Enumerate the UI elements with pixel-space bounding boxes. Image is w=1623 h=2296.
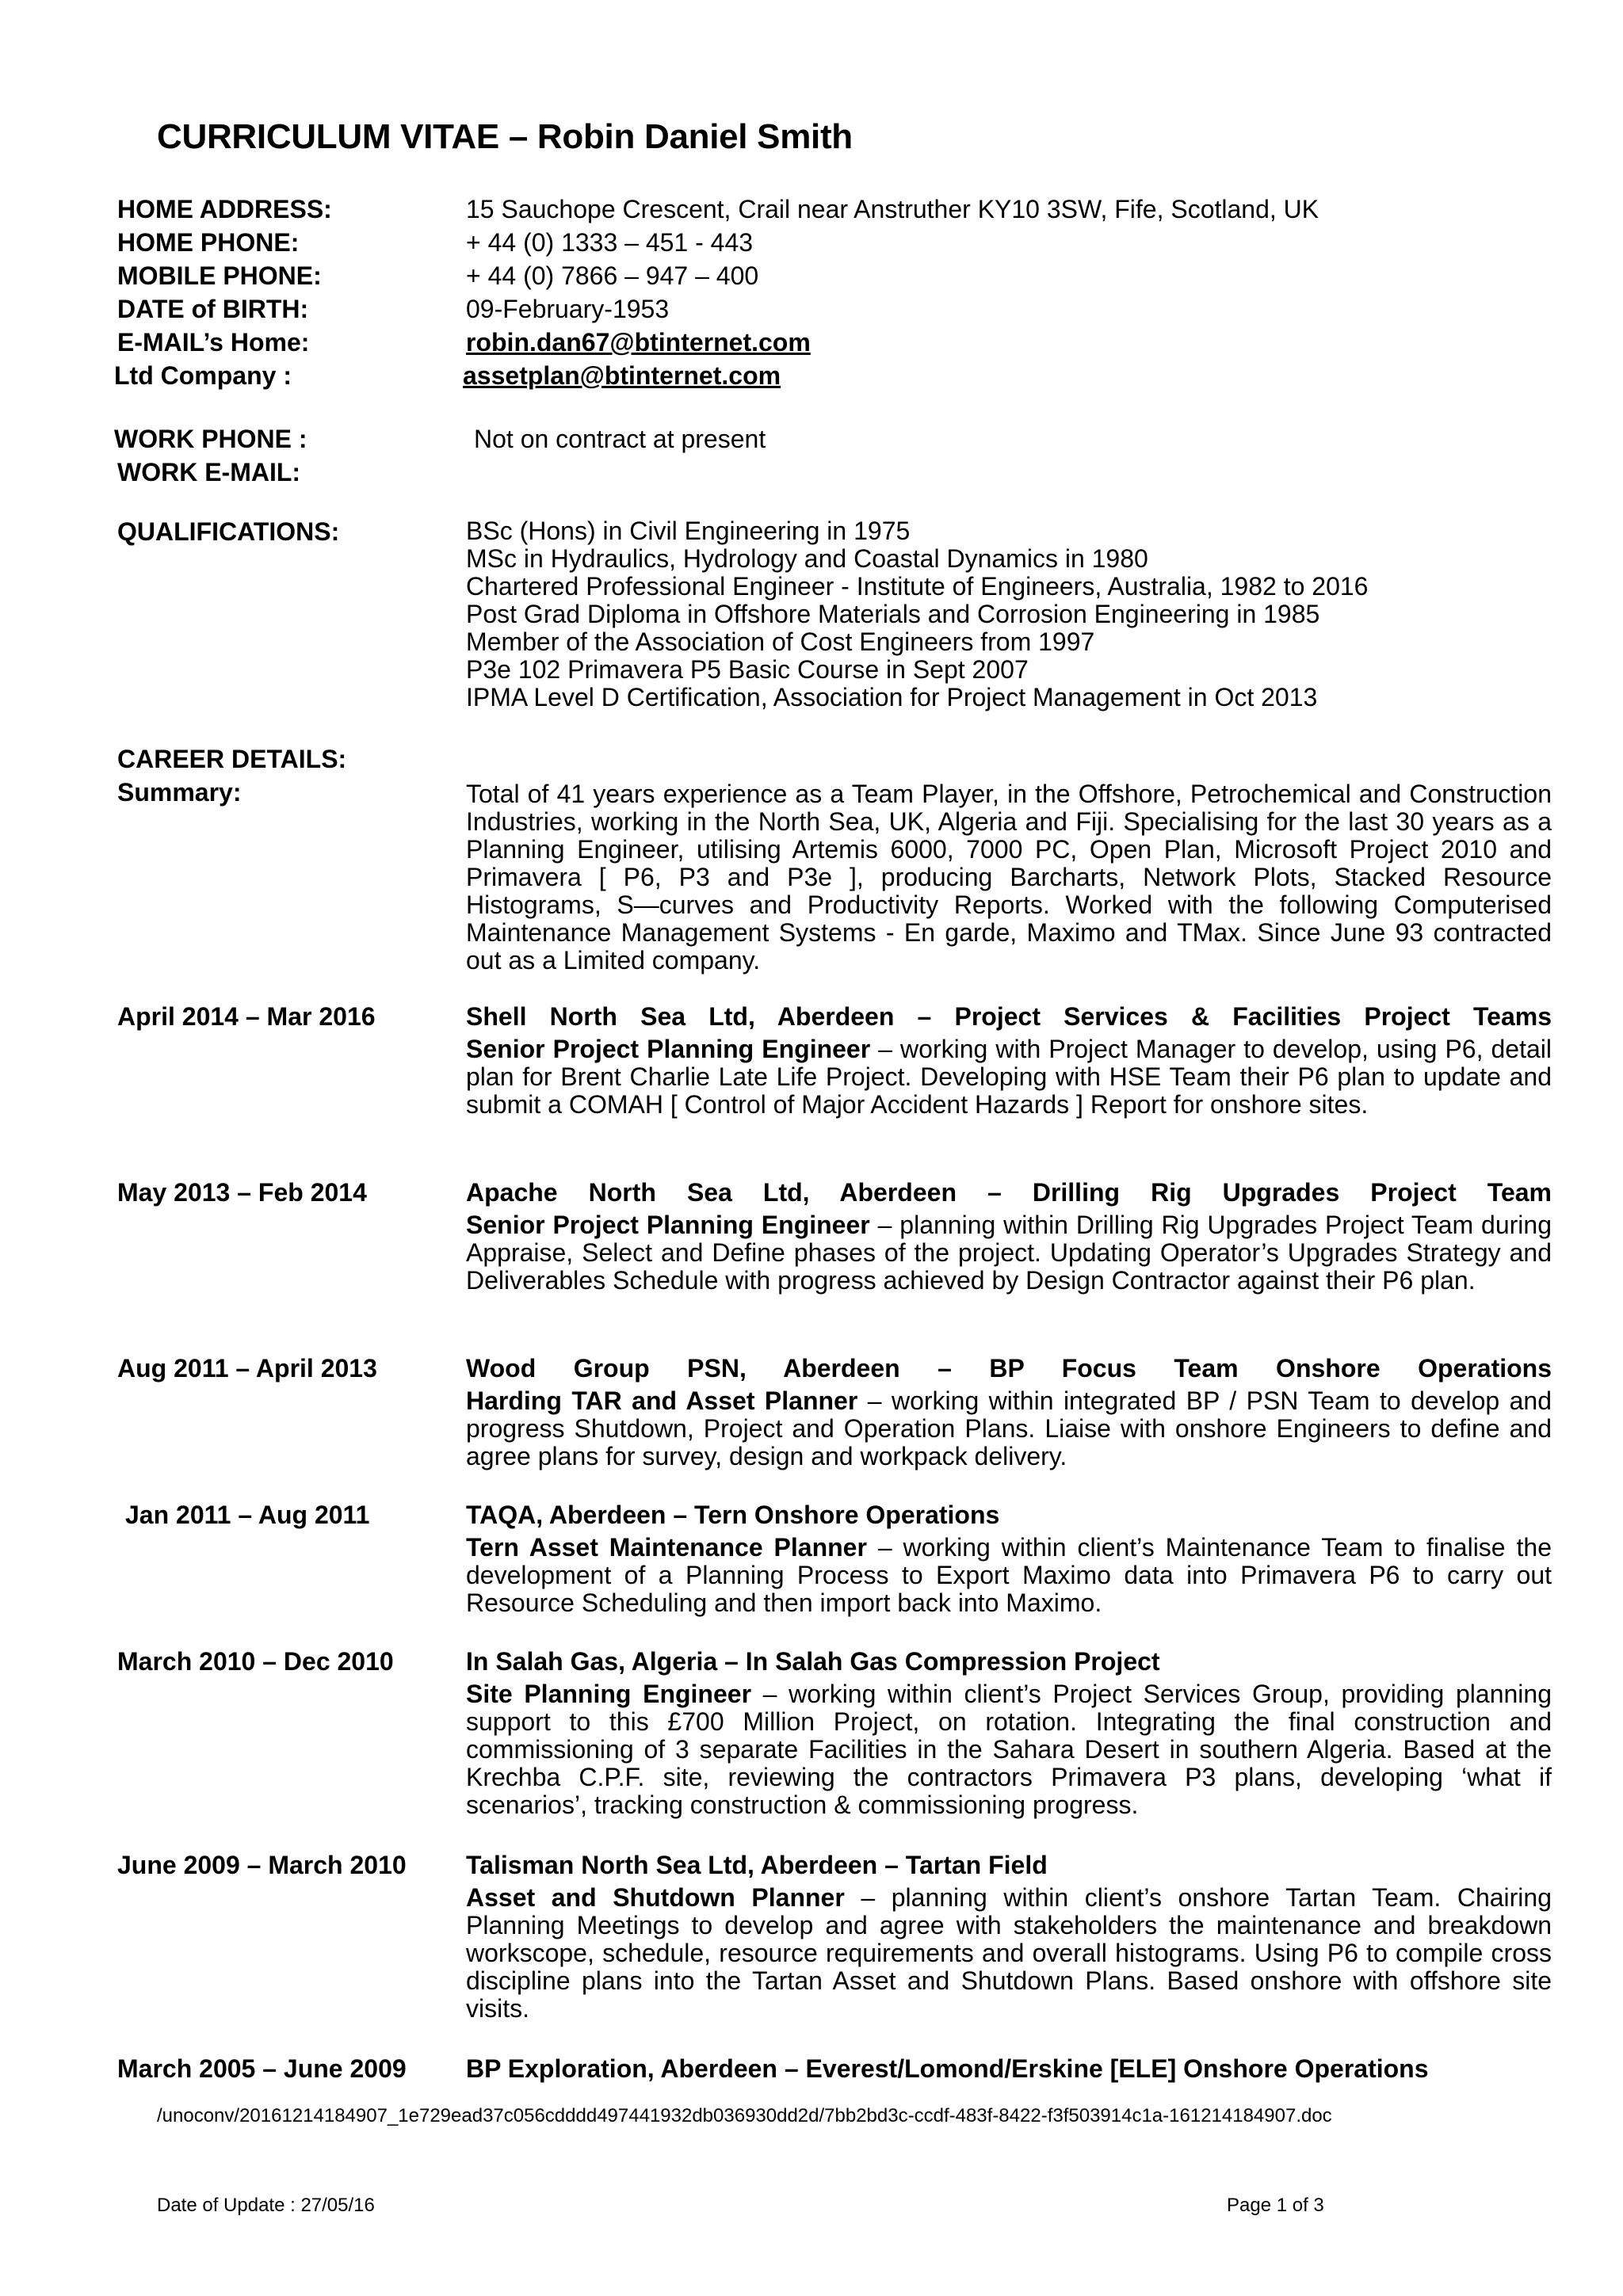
qualification-item: P3e 102 Primavera P5 Basic Course in Sept 2007 [466, 655, 1029, 684]
job-description [466, 1680, 1552, 1819]
job-employer: Wood Group PSN, Aberdeen – BP Focus Team Onshore Operations [466, 1354, 1552, 1383]
job-dates: Aug 2011 – April 2013 [117, 1354, 377, 1383]
email-home-link[interactable]: robin.dan67@btinternet.com [466, 328, 811, 357]
qualification-item: Member of the Association of Cost Engineers from 1997 [466, 627, 1095, 656]
job-employer: TAQA, Aberdeen – Tern Onshore Operations [466, 1501, 1000, 1529]
job-role: Senior Project Planning Engineer [466, 1211, 870, 1239]
home-phone: + 44 (0) 1333 – 451 - 443 [466, 228, 754, 257]
summary-label: Summary: [117, 778, 242, 807]
qualifications-list [466, 517, 1552, 711]
work-phone: Not on contract at present [474, 425, 766, 453]
job-dates: June 2009 – March 2010 [117, 1851, 407, 1879]
career-summary: Total of 41 years experience as a Team Player, in the Offshore, Petrochemical and Construction Industries, working in the North Sea, UK, Algeria and Fiji. Specialising for the last 30 years as a Planning Engineer, utilising Artemis 6000, 7000 PC, Open Plan, Microsoft Project 2010 and Primavera [ P6, P3 and P3e ], producing Barcharts, Network Plots, Stacked Resource Histograms, S—curves and Productivity Reports. Worked with the following Computerised Maintenance Management Systems - En garde, Maximo and TMax. Since June 93 contracted out as a Limited company. [466, 780, 1552, 974]
mobile-phone-label: MOBILE PHONE: [117, 261, 322, 290]
qualification-item: Post Grad Diploma in Offshore Materials and Corrosion Engineering in 1985 [466, 600, 1320, 628]
job-role: Senior Project Planning Engineer [466, 1035, 871, 1063]
job-desc-text: – working within integrated BP / PSN Team to develop and progress Shutdown, Project and Operation Plans. Liaise with onshore Engineers to define and agree plans for survey, design and workpack delivery. [466, 1386, 1552, 1470]
home-address: 15 Sauchope Crescent, Crail near Anstruther KY10 3SW, Fife, Scotland, UK [466, 195, 1319, 223]
job-dates: April 2014 – Mar 2016 [117, 1002, 376, 1031]
home-phone-label: HOME PHONE: [117, 228, 300, 257]
job-description [466, 1534, 1552, 1617]
job-description [466, 1035, 1552, 1119]
job-desc-text: – working within client’s Maintenance Team to finalise the development of a Planning Process to Export Maximo data into Primavera P6 to carry out Resource Scheduling and then import back into Maximo. [466, 1533, 1552, 1617]
mobile-phone: + 44 (0) 7866 – 947 – 400 [466, 261, 759, 290]
job-description [466, 1387, 1552, 1470]
job-employer: In Salah Gas, Algeria – In Salah Gas Compression Project [466, 1647, 1160, 1676]
job-dates: Jan 2011 – Aug 2011 [125, 1501, 370, 1529]
dob: 09-February-1953 [466, 295, 670, 323]
career-details-label: CAREER DETAILS: [117, 745, 347, 773]
document-path: /unoconv/20161214184907_1e729ead37c056cdddd497441932db036930dd2d/7bb2bd3c-ccdf-483f-8422-f3f503914c1a-161214184907.doc [157, 2105, 1332, 2126]
work-email-label: WORK E-MAIL: [117, 458, 301, 486]
job-dates: March 2010 – Dec 2010 [117, 1647, 394, 1676]
qualification-item: BSc (Hons) in Civil Engineering in 1975 [466, 517, 911, 545]
job-desc-text: – working with Project Manager to develop, using P6, detail plan for Brent Charlie Late Life Project. Developing with HSE Team their P6 plan to update and submit a COMAH [ Control of Major Accident Hazards ] Report for onshore sites. [466, 1035, 1552, 1119]
job-description [466, 1211, 1552, 1295]
ltd-company-email-link[interactable]: assetplan@btinternet.com [463, 361, 781, 390]
job-role: Asset and Shutdown Planner [466, 1883, 845, 1912]
job-employer: BP Exploration, Aberdeen – Everest/Lomond/Erskine [ELE] Onshore Operations [466, 2054, 1429, 2083]
job-role: Site Planning Engineer [466, 1680, 752, 1708]
ltd-company-label: Ltd Company : [114, 361, 292, 390]
job-dates: May 2013 – Feb 2014 [117, 1178, 367, 1207]
job-desc-text: – working within client’s Project Services Group, providing planning support to this £700 Million Project, on rotation. Integrating the final construction and commissioning of 3 separate Facilities in the Sahara Desert in southern Algeria. Based at the Krechba C.P.F. site, reviewing the contractors Primavera P3 plans, developing ‘what if scenarios’, tracking construction & commissioning progress. [466, 1680, 1552, 1819]
page-number: Page 1 of 3 [1227, 2195, 1324, 2216]
job-desc-text: – planning within Drilling Rig Upgrades Project Team during Appraise, Select and Define phases of the project. Updating Operator’s Upgrades Strategy and Deliverables Schedule with progress achieved by Design Contractor against their P6 plan. [466, 1211, 1552, 1295]
page-title: CURRICULUM VITAE – Robin Daniel Smith [157, 117, 853, 156]
job-employer: Shell North Sea Ltd, Aberdeen – Project Services & Facilities Project Teams [466, 1002, 1552, 1031]
job-role: Harding TAR and Asset Planner [466, 1386, 858, 1415]
job-employer: Apache North Sea Ltd, Aberdeen – Drilling Rig Upgrades Project Team [466, 1178, 1552, 1207]
update-date: Date of Update : 27/05/16 [157, 2195, 375, 2216]
job-employer: Talisman North Sea Ltd, Aberdeen – Tartan Field [466, 1851, 1048, 1879]
work-phone-label: WORK PHONE : [114, 425, 307, 453]
job-desc-text: – planning within client’s onshore Tartan Team. Chairing Planning Meetings to develop and agree with stakeholders the maintenance and breakdown workscope, schedule, resource requirements and overall histograms. Using P6 to compile cross discipline plans into the Tartan Asset and Shutdown Plans. Based onshore with offshore site visits. [466, 1883, 1552, 2023]
qualifications-label: QUALIFICATIONS: [117, 517, 340, 546]
qualification-item: IPMA Level D Certification, Association for Project Management in Oct 2013 [466, 683, 1318, 711]
dob-label: DATE of BIRTH: [117, 295, 309, 323]
qualification-item: Chartered Professional Engineer - Institute of Engineers, Australia, 1982 to 2016 [466, 572, 1369, 601]
job-description [466, 1884, 1552, 2023]
job-dates: March 2005 – June 2009 [117, 2054, 407, 2083]
job-role: Tern Asset Maintenance Planner [466, 1533, 867, 1562]
qualification-item: MSc in Hydraulics, Hydrology and Coastal Dynamics in 1980 [466, 544, 1148, 573]
email-home-label: E-MAIL’s Home: [117, 328, 310, 357]
home-address-label: HOME ADDRESS: [117, 195, 332, 223]
